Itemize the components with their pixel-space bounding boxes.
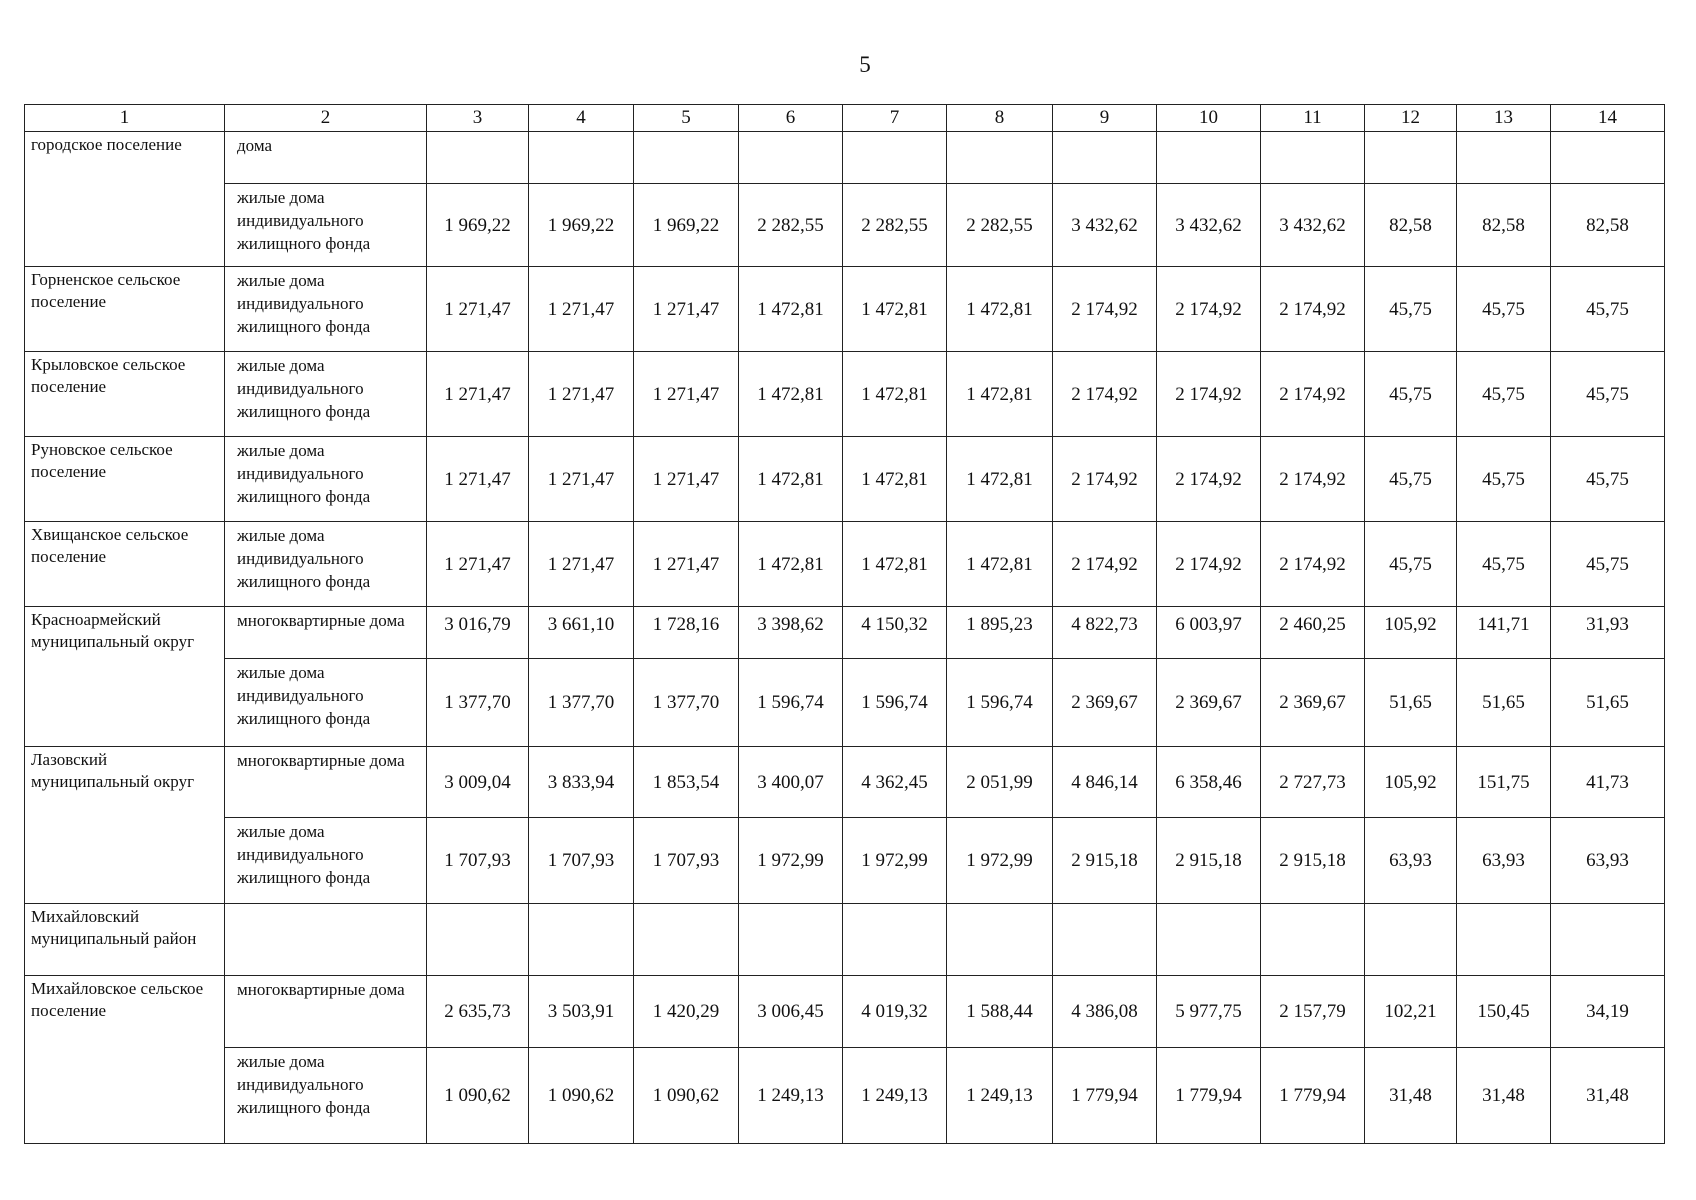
value-cell: 3 400,07 bbox=[739, 747, 843, 818]
value-cell: 3 833,94 bbox=[529, 747, 634, 818]
value-cell bbox=[1551, 132, 1665, 184]
value-cell: 6 003,97 bbox=[1157, 607, 1261, 659]
value-cell: 3 398,62 bbox=[739, 607, 843, 659]
value-cell: 1 969,22 bbox=[529, 184, 634, 267]
housing-type-cell bbox=[225, 904, 427, 976]
value-cell: 1 472,81 bbox=[739, 522, 843, 607]
value-cell: 1 271,47 bbox=[529, 267, 634, 352]
table-row bbox=[25, 818, 1665, 904]
value-cell: 1 779,94 bbox=[1157, 1048, 1261, 1144]
value-cell: 1 472,81 bbox=[739, 437, 843, 522]
value-cell: 1 090,62 bbox=[427, 1048, 529, 1144]
value-cell: 1 472,81 bbox=[947, 267, 1053, 352]
value-cell: 1 472,81 bbox=[843, 522, 947, 607]
value-cell: 1 969,22 bbox=[634, 184, 739, 267]
value-cell: 1 271,47 bbox=[634, 267, 739, 352]
value-cell bbox=[529, 132, 634, 184]
table-row bbox=[25, 437, 1665, 522]
value-cell: 105,92 bbox=[1365, 607, 1457, 659]
value-cell: 1 779,94 bbox=[1261, 1048, 1365, 1144]
value-cell bbox=[1157, 132, 1261, 184]
value-cell bbox=[634, 132, 739, 184]
header-cell: 10 bbox=[1157, 105, 1261, 132]
value-cell: 45,75 bbox=[1551, 352, 1665, 437]
value-cell bbox=[843, 132, 947, 184]
value-cell: 1 249,13 bbox=[947, 1048, 1053, 1144]
value-cell: 6 358,46 bbox=[1157, 747, 1261, 818]
table-row bbox=[25, 976, 1665, 1048]
value-cell: 1 271,47 bbox=[529, 437, 634, 522]
value-cell: 1 090,62 bbox=[529, 1048, 634, 1144]
header-cell: 12 bbox=[1365, 105, 1457, 132]
value-cell: 2 460,25 bbox=[1261, 607, 1365, 659]
territory-cell: Красноармейский муниципальный округ bbox=[25, 607, 225, 747]
value-cell: 1 271,47 bbox=[634, 437, 739, 522]
value-cell: 2 157,79 bbox=[1261, 976, 1365, 1048]
value-cell: 51,65 bbox=[1365, 659, 1457, 747]
table-row bbox=[25, 132, 1665, 184]
value-cell bbox=[427, 132, 529, 184]
value-cell bbox=[1157, 904, 1261, 976]
header-row bbox=[25, 105, 1665, 132]
value-cell: 63,93 bbox=[1457, 818, 1551, 904]
value-cell: 2 174,92 bbox=[1261, 522, 1365, 607]
housing-type-cell: жилые дома индивидуального жилищного фонда bbox=[225, 352, 427, 437]
value-cell bbox=[1053, 904, 1157, 976]
value-cell: 2 282,55 bbox=[947, 184, 1053, 267]
value-cell: 31,48 bbox=[1551, 1048, 1665, 1144]
value-cell: 1 472,81 bbox=[843, 352, 947, 437]
value-cell: 1 377,70 bbox=[634, 659, 739, 747]
value-cell bbox=[634, 904, 739, 976]
value-cell bbox=[1365, 904, 1457, 976]
territory-cell: городское поселение bbox=[25, 132, 225, 267]
value-cell bbox=[1365, 132, 1457, 184]
value-cell: 2 174,92 bbox=[1157, 267, 1261, 352]
value-cell: 3 006,45 bbox=[739, 976, 843, 1048]
value-cell: 4 846,14 bbox=[1053, 747, 1157, 818]
value-cell: 1 090,62 bbox=[634, 1048, 739, 1144]
value-cell: 1 728,16 bbox=[634, 607, 739, 659]
value-cell: 2 174,92 bbox=[1053, 352, 1157, 437]
value-cell: 2 174,92 bbox=[1157, 437, 1261, 522]
value-cell: 1 249,13 bbox=[739, 1048, 843, 1144]
header-cell: 7 bbox=[843, 105, 947, 132]
value-cell: 2 051,99 bbox=[947, 747, 1053, 818]
header-cell: 13 bbox=[1457, 105, 1551, 132]
value-cell: 1 972,99 bbox=[739, 818, 843, 904]
housing-type-cell: жилые дома индивидуального жилищного фонда bbox=[225, 437, 427, 522]
value-cell: 1 895,23 bbox=[947, 607, 1053, 659]
table-row bbox=[25, 607, 1665, 659]
value-cell: 141,71 bbox=[1457, 607, 1551, 659]
value-cell: 2 174,92 bbox=[1261, 352, 1365, 437]
value-cell: 1 271,47 bbox=[529, 352, 634, 437]
value-cell bbox=[739, 904, 843, 976]
value-cell: 2 915,18 bbox=[1157, 818, 1261, 904]
housing-type-cell: многоквартирные дома bbox=[225, 747, 427, 818]
value-cell: 102,21 bbox=[1365, 976, 1457, 1048]
value-cell: 3 432,62 bbox=[1053, 184, 1157, 267]
value-cell bbox=[1261, 904, 1365, 976]
value-cell: 31,48 bbox=[1457, 1048, 1551, 1144]
value-cell: 1 472,81 bbox=[739, 352, 843, 437]
value-cell: 2 174,92 bbox=[1261, 437, 1365, 522]
housing-type-cell: жилые дома индивидуального жилищного фонда bbox=[225, 1048, 427, 1144]
value-cell: 1 472,81 bbox=[843, 437, 947, 522]
value-cell: 2 174,92 bbox=[1053, 267, 1157, 352]
value-cell: 1 249,13 bbox=[843, 1048, 947, 1144]
table-row bbox=[25, 659, 1665, 747]
value-cell: 45,75 bbox=[1365, 437, 1457, 522]
value-cell: 2 635,73 bbox=[427, 976, 529, 1048]
value-cell: 45,75 bbox=[1551, 437, 1665, 522]
value-cell: 1 271,47 bbox=[634, 352, 739, 437]
value-cell: 45,75 bbox=[1365, 352, 1457, 437]
value-cell: 34,19 bbox=[1551, 976, 1665, 1048]
value-cell bbox=[529, 904, 634, 976]
housing-type-cell: жилые дома индивидуального жилищного фонда bbox=[225, 659, 427, 747]
value-cell: 2 282,55 bbox=[739, 184, 843, 267]
territory-cell: Руновское сельское поселение bbox=[25, 437, 225, 522]
territory-cell: Хвищанское сельское поселение bbox=[25, 522, 225, 607]
table-row bbox=[25, 1048, 1665, 1144]
table-row bbox=[25, 747, 1665, 818]
value-cell: 45,75 bbox=[1551, 267, 1665, 352]
value-cell bbox=[947, 132, 1053, 184]
value-cell: 45,75 bbox=[1457, 267, 1551, 352]
housing-type-cell: многоквартирные дома bbox=[225, 607, 427, 659]
page-number: 5 bbox=[859, 52, 871, 77]
value-cell: 45,75 bbox=[1551, 522, 1665, 607]
value-cell: 31,48 bbox=[1365, 1048, 1457, 1144]
value-cell: 63,93 bbox=[1365, 818, 1457, 904]
value-cell: 2 915,18 bbox=[1053, 818, 1157, 904]
value-cell: 1 377,70 bbox=[427, 659, 529, 747]
value-cell: 2 369,67 bbox=[1053, 659, 1157, 747]
value-cell: 1 472,81 bbox=[947, 522, 1053, 607]
value-cell: 3 503,91 bbox=[529, 976, 634, 1048]
value-cell: 51,65 bbox=[1457, 659, 1551, 747]
header-cell: 8 bbox=[947, 105, 1053, 132]
value-cell: 1 596,74 bbox=[843, 659, 947, 747]
value-cell: 4 150,32 bbox=[843, 607, 947, 659]
table-row bbox=[25, 522, 1665, 607]
header-cell: 1 bbox=[25, 105, 225, 132]
header-cell: 9 bbox=[1053, 105, 1157, 132]
table-row bbox=[25, 352, 1665, 437]
value-cell: 1 779,94 bbox=[1053, 1048, 1157, 1144]
territory-cell: Михайловский муниципальный район bbox=[25, 904, 225, 976]
housing-type-cell: жилые дома индивидуального жилищного фонда bbox=[225, 184, 427, 267]
value-cell: 51,65 bbox=[1551, 659, 1665, 747]
header-cell: 6 bbox=[739, 105, 843, 132]
value-cell bbox=[947, 904, 1053, 976]
value-cell bbox=[843, 904, 947, 976]
housing-type-cell: жилые дома индивидуального жилищного фонда bbox=[225, 267, 427, 352]
value-cell bbox=[1053, 132, 1157, 184]
value-cell bbox=[1551, 904, 1665, 976]
housing-type-cell: дома bbox=[225, 132, 427, 184]
housing-type-cell: жилые дома индивидуального жилищного фонда bbox=[225, 522, 427, 607]
value-cell: 1 969,22 bbox=[427, 184, 529, 267]
header-cell: 11 bbox=[1261, 105, 1365, 132]
value-cell: 1 972,99 bbox=[947, 818, 1053, 904]
value-cell: 1 472,81 bbox=[947, 437, 1053, 522]
value-cell: 1 271,47 bbox=[634, 522, 739, 607]
value-cell: 1 472,81 bbox=[739, 267, 843, 352]
territory-cell: Крыловское сельское поселение bbox=[25, 352, 225, 437]
value-cell bbox=[1457, 904, 1551, 976]
value-cell: 4 362,45 bbox=[843, 747, 947, 818]
territory-cell: Горненское сельское поселение bbox=[25, 267, 225, 352]
value-cell: 1 271,47 bbox=[427, 352, 529, 437]
value-cell: 1 707,93 bbox=[634, 818, 739, 904]
table-row bbox=[25, 184, 1665, 267]
value-cell: 41,73 bbox=[1551, 747, 1665, 818]
value-cell: 4 019,32 bbox=[843, 976, 947, 1048]
value-cell: 45,75 bbox=[1457, 352, 1551, 437]
value-cell: 2 727,73 bbox=[1261, 747, 1365, 818]
value-cell bbox=[739, 132, 843, 184]
value-cell: 2 174,92 bbox=[1053, 522, 1157, 607]
value-cell: 2 174,92 bbox=[1157, 352, 1261, 437]
value-cell: 3 009,04 bbox=[427, 747, 529, 818]
value-cell: 2 915,18 bbox=[1261, 818, 1365, 904]
header-cell: 14 bbox=[1551, 105, 1665, 132]
value-cell: 1 596,74 bbox=[739, 659, 843, 747]
value-cell: 1 271,47 bbox=[427, 522, 529, 607]
value-cell: 1 596,74 bbox=[947, 659, 1053, 747]
value-cell: 45,75 bbox=[1365, 522, 1457, 607]
value-cell: 63,93 bbox=[1551, 818, 1665, 904]
value-cell: 1 588,44 bbox=[947, 976, 1053, 1048]
value-cell: 3 016,79 bbox=[427, 607, 529, 659]
value-cell: 1 377,70 bbox=[529, 659, 634, 747]
territory-cell: Михайловское сельское поселение bbox=[25, 976, 225, 1144]
value-cell: 2 174,92 bbox=[1053, 437, 1157, 522]
value-cell: 2 174,92 bbox=[1261, 267, 1365, 352]
value-cell bbox=[427, 904, 529, 976]
value-cell: 3 432,62 bbox=[1157, 184, 1261, 267]
value-cell: 4 386,08 bbox=[1053, 976, 1157, 1048]
value-cell: 82,58 bbox=[1365, 184, 1457, 267]
value-cell: 31,93 bbox=[1551, 607, 1665, 659]
value-cell: 45,75 bbox=[1365, 267, 1457, 352]
table-row bbox=[25, 904, 1665, 976]
housing-type-cell: многоквартирные дома bbox=[225, 976, 427, 1048]
value-cell: 1 271,47 bbox=[427, 437, 529, 522]
value-cell bbox=[1457, 132, 1551, 184]
value-cell: 82,58 bbox=[1457, 184, 1551, 267]
header-cell: 4 bbox=[529, 105, 634, 132]
header-cell: 5 bbox=[634, 105, 739, 132]
value-cell: 2 369,67 bbox=[1157, 659, 1261, 747]
value-cell: 150,45 bbox=[1457, 976, 1551, 1048]
value-cell: 2 369,67 bbox=[1261, 659, 1365, 747]
value-cell: 151,75 bbox=[1457, 747, 1551, 818]
value-cell: 82,58 bbox=[1551, 184, 1665, 267]
housing-type-cell: жилые дома индивидуального жилищного фонда bbox=[225, 818, 427, 904]
territory-cell: Лазовский муниципальный округ bbox=[25, 747, 225, 904]
value-cell: 1 271,47 bbox=[529, 522, 634, 607]
value-cell: 1 853,54 bbox=[634, 747, 739, 818]
value-cell bbox=[1261, 132, 1365, 184]
value-cell: 1 472,81 bbox=[843, 267, 947, 352]
value-cell: 5 977,75 bbox=[1157, 976, 1261, 1048]
value-cell: 3 432,62 bbox=[1261, 184, 1365, 267]
tariff-table bbox=[24, 104, 1665, 1144]
value-cell: 1 707,93 bbox=[529, 818, 634, 904]
header-cell: 3 bbox=[427, 105, 529, 132]
value-cell: 45,75 bbox=[1457, 522, 1551, 607]
value-cell: 3 661,10 bbox=[529, 607, 634, 659]
table-row bbox=[25, 267, 1665, 352]
header-cell: 2 bbox=[225, 105, 427, 132]
value-cell: 1 472,81 bbox=[947, 352, 1053, 437]
value-cell: 45,75 bbox=[1457, 437, 1551, 522]
value-cell: 1 420,29 bbox=[634, 976, 739, 1048]
value-cell: 105,92 bbox=[1365, 747, 1457, 818]
value-cell: 2 174,92 bbox=[1157, 522, 1261, 607]
value-cell: 1 972,99 bbox=[843, 818, 947, 904]
value-cell: 1 707,93 bbox=[427, 818, 529, 904]
value-cell: 2 282,55 bbox=[843, 184, 947, 267]
value-cell: 1 271,47 bbox=[427, 267, 529, 352]
value-cell: 4 822,73 bbox=[1053, 607, 1157, 659]
